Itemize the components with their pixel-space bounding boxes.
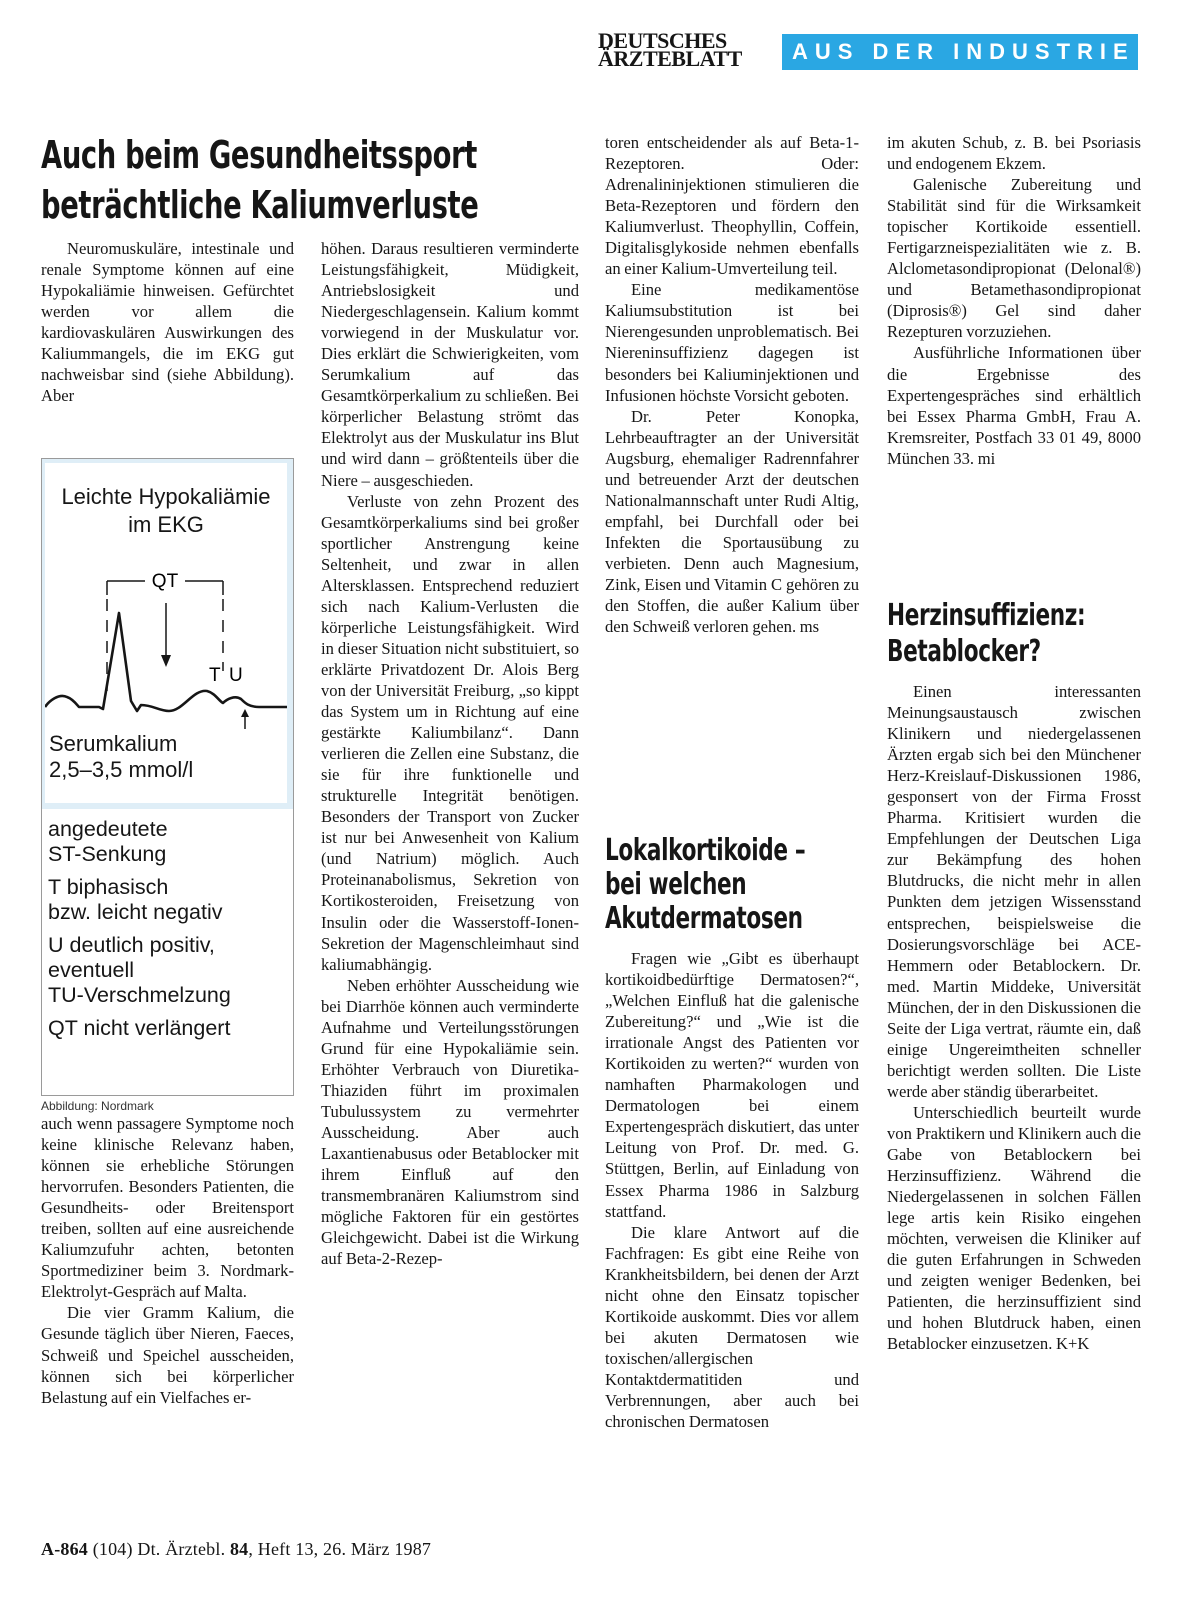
article2-headline	[605, 834, 805, 936]
figure-note-line: angedeutete	[48, 817, 168, 841]
article1-headline	[41, 130, 478, 230]
paragraph: im akuten Schub, z. B. bei Psoriasis und endogenem Ekzem.	[887, 133, 1141, 174]
article2-column4	[887, 132, 1141, 469]
article1-column2	[321, 238, 579, 1269]
article3-headline-line1: Herzinsuffizienz:	[887, 598, 1086, 633]
paragraph: Dr. Peter Konopka, Lehrbeauftragter an der Universität Augsburg, ehemaliger Radrennfahrer und betreuender Arzt der deutschen Nationalmannschaft unter Rudi Altig, empfahl, bei Durchfall oder bei Infekten die Sportausübung zu verbieten. Denn auch Magnesium, Zink, Eisen und Vitamin C gehören zu den Stoffen, die außer Kalium über den Schweiß verloren gehen. ms	[605, 406, 859, 637]
masthead-logo-line1: DEUTSCHES	[598, 28, 727, 53]
article3-column4	[887, 681, 1141, 1355]
article3-headline	[887, 598, 1085, 670]
figure-panel	[42, 459, 293, 809]
figure-note-line: bzw. leicht negativ	[48, 900, 223, 924]
serum-line2: 2,5–3,5 mmol/l	[49, 757, 194, 782]
paragraph: Neuromuskuläre, intestinale und renale Symptome können auf eine Hypokaliämie hinweisen. Gefürchtet werden vor allem die kardiovaskulären Auswirkungen des Kaliummangels, die im EKG gut nachweisbar sind (siehe Abbildung). Aber	[41, 239, 294, 406]
figure-note-line: eventuell	[48, 958, 135, 982]
paragraph: Galenische Zubereitung und Stabilität sind für die Wirksamkeit topischer Kortikoide essentiell. Fertigarzneispezialitäten wie z. B. Alclometasondipropionat (Delonal®) und Betamethasondipropionat (Diprosis®) Gel sind daher Rezepturen vorzuziehen.	[887, 175, 1141, 342]
masthead-logo	[598, 28, 770, 71]
article2-headline-line1: Lokalkortikoide –	[605, 833, 806, 868]
issue-prefix: (104) Dt. Ärztebl.	[92, 1539, 226, 1559]
figure-note-line: QT nicht verlängert	[48, 1016, 231, 1040]
figure-inner-panel	[45, 463, 287, 803]
page-number: A-864	[41, 1539, 88, 1559]
paragraph: Eine medikamentöse Kaliumsubstitution ist bei Nierengesunden unproblematisch. Bei Niereninsuffizienz dagegen ist besonders bei Kaliuminjektionen und Infusionen höchste Vorsicht geboten.	[605, 280, 859, 405]
figure-title	[45, 483, 287, 539]
serum-line1: Serumkalium	[49, 731, 178, 756]
paragraph: toren entscheidender als auf Beta-1-Rezeptoren. Oder: Adrenalininjektionen stimulieren die Beta-Rezeptoren und fördern den Kaliumverlust. Theophyllin, Coffein, Digitalisglykoside nehmen ebenfalls an einer Kalium-Umverteilung teil.	[605, 133, 859, 279]
figure-note	[48, 875, 288, 925]
paragraph: Die vier Gramm Kalium, die Gesunde täglich über Nieren, Faeces, Schweiß und Speichel ausscheiden, können sich bei körperlicher Belastung auf ein Vielfaches er-	[41, 1303, 294, 1407]
paragraph: Unterschiedlich beurteilt wurde von Praktikern und Klinikern auch die Gabe von Betablockern bei Herzinsuffizienz. Während die Niedergelassenen in solchen Fällen lege artis kein Risiko eingehen möchten, verweisen die Kliniker auf die guten Erfahrungen in Schweden und zeigten weniger Bedenken, bei Patienten, die herzinsuffizient sind und hohen Blutdruck haben, einen Betablocker einzusetzen. K+K	[887, 1102, 1141, 1354]
volume-number: 84	[229, 1539, 249, 1559]
article2-headline-line3: Akutdermatosen	[605, 901, 803, 936]
figure-credit: Abbildung: Nordmark	[41, 1099, 154, 1113]
st-arrow-head	[161, 655, 171, 667]
paragraph: Fragen wie „Gibt es überhaupt kortikoidbedürftige Dermatosen?“, „Welchen Einfluß hat die galenische Zubereitung?“ und „Wie ist die irrationale Angst des Patienten vor Kortikoiden zu werten?“ wurden von namhaften Pharmakologen und Dermatologen bei einem Expertengespräch diskutiert, das unter Leitung von Prof. Dr. med. G. Stüttgen, Berlin, auf Einladung von Essex Pharma 1986 in Salzburg stattfand.	[605, 949, 859, 1221]
masthead-logo-line2: ÄRZTEBLATT	[598, 46, 742, 71]
figure-note-line: U deutlich positiv,	[48, 933, 215, 957]
paragraph: höhen. Daraus resultieren verminderte Leistungsfähigkeit, Müdigkeit, Antriebslosigkeit und Niedergeschlagensein. Kalium kommt vorwiegend in der Muskulatur vor. Dies erklärt die Schwierigkeiten, vom Serumkalium auf das Gesamtkörperkalium zu schließen. Bei körperlicher Belastung strömt das Elektrolyt aus der Muskulatur ins Blut und wird dann – größtenteils über die Niere – ausgeschieden.	[321, 239, 579, 490]
figure-note	[48, 933, 288, 1008]
article3-headline-line2: Betablocker?	[887, 634, 1041, 669]
ekg-diagram	[45, 551, 287, 731]
paragraph: Die klare Antwort auf die Fachfragen: Es gibt eine Reihe von Krankheitsbildern, bei denen der Arzt nicht ohne den Einsatz topischer Kortikoide auskommt. Dies vor allem bei akuten Dermatosen wie toxischen/allergischen Kontaktdermatitiden und Verbrennungen, aber auch bei chronischen Dermatosen	[605, 1222, 859, 1432]
paragraph: auch wenn passagere Symptome noch keine klinische Relevanz haben, können sie erhebliche Störungen hervorrufen. Besonders Patienten, die Gesundheits- oder Breitensport treiben, sollten auf eine ausreichende Kaliumzufuhr achten, betonten Sportmediziner beim 3. Nordmark-Elektrolyt-Gespräch auf Malta.	[41, 1114, 294, 1302]
serum-potassium-label	[49, 731, 285, 783]
figure-note-line: ST-Senkung	[48, 842, 167, 866]
u-arrow-head	[241, 709, 249, 717]
page-footer	[41, 1539, 431, 1560]
article1-column3	[605, 132, 859, 637]
figure-title-line1: Leichte Hypokaliämie	[61, 484, 271, 509]
article1-headline-line1: Auch beim Gesundheitssport	[41, 133, 477, 177]
article1-headline-line2: beträchtliche Kaliumverluste	[41, 183, 479, 227]
figure-note	[48, 817, 288, 867]
article2-column3	[605, 948, 859, 1432]
qt-label: QT	[151, 571, 179, 592]
figure-title-line2: im EKG	[128, 512, 204, 537]
article1-column1-top	[41, 238, 294, 406]
figure-note-line: TU-Verschmelzung	[48, 983, 231, 1007]
u-label: U	[229, 665, 243, 686]
article1-column1-bottom	[41, 1113, 294, 1408]
ekg-figure	[41, 458, 294, 1096]
paragraph: Verluste von zehn Prozent des Gesamtkörperkaliums sind bei großer sportlicher Anstrengung keine Seltenheit, und zwar in allen Altersklassen. Entsprechend reduziert sich nach Kalium-Verlusten die körperliche Leistungsfähigkeit. Wird in dieser Situation nicht substituiert, so erklärte Privatdozent Dr. Alois Berg von der Universität Freiburg, „so kippt das System um in Richtung auf eine gestärkte Kaliumbilanz“. Dann verlieren die Zellen eine Substanz, die sie für ihre funktionelle und strukturelle Integrität benötigen. Besonders der Transport von Zucker ist nur bei Anwesenheit von Kalium (und Natrium) möglich. Auch Proteinanabolismus, Sekretion von Kortikosteroiden, Freisetzung von Insulin oder die Wasserstoff-Ionen-Sekretion der Magenschleimhaut sind kaliumabhängig.	[321, 491, 579, 974]
paragraph: Ausführliche Informationen über die Ergebnisse des Expertengespräches sind erhältlich bei Essex Pharma GmbH, Frau A. Kremsreiter, Postfach 33 01 49, 8000 München 33. mi	[887, 343, 1141, 468]
issue-suffix: , Heft 13, 26. März 1987	[248, 1539, 432, 1559]
paragraph: Neben erhöhter Ausscheidung wie bei Diarrhöe können auch verminderte Aufnahme und Verteilungsstörungen Grund für eine Hypokaliämie sein. Erhöhter Verbrauch von Diuretika-Thiaziden führt im proximalen Tubulussystem zu vermehrter Ausscheidung. Aber auch Laxantienabusus oder Betablocker mit ihrem Einfluß auf den transmembranären Kaliumstrom sind mögliche Faktoren für ein gestörtes Gleichgewicht. Dabei ist die Wirkung auf Beta-2-Rezep-	[321, 975, 579, 1269]
section-banner: AUS DER INDUSTRIE	[782, 34, 1138, 70]
t-label: T	[209, 665, 221, 686]
paragraph: Einen interessanten Meinungsaustausch zwischen Klinikern und niedergelassenen Ärzten ergab sich bei den Münchener Herz-Kreislauf-Diskussionen 1986, gesponsert von der Firma Frosst Pharma. Kritisiert wurden die Empfehlungen der Deutschen Liga zur Bekämpfung des hohen Blutdrucks, die nicht mehr in allen Punkten dem jetzigen Wissensstand entsprechen, beispielsweise die Dosierungsvorschläge bei ACE-Hemmern oder Betablockern. Dr. med. Martin Middeke, Universität München, der in den Diskussionen die Seite der Liga vertrat, räumte ein, daß einige Ungereimtheiten schneller berichtigt werden sollten. Die Liste werde aber ständig überarbeitet.	[887, 682, 1141, 1101]
figure-note-line: T biphasisch	[48, 875, 169, 899]
figure-notes	[48, 817, 288, 1049]
article2-headline-line2: bei welchen	[605, 867, 747, 902]
figure-note	[48, 1016, 288, 1041]
